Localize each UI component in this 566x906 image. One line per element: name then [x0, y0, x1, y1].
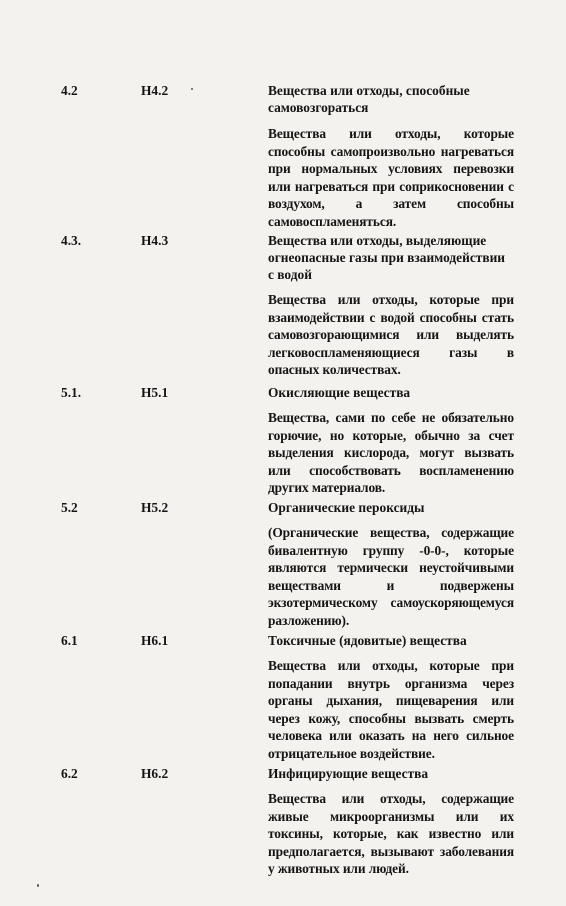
hazard-code: H4.2	[141, 83, 169, 98]
class-number: 5.1.	[61, 385, 82, 400]
class-number: 6.1	[61, 633, 78, 648]
class-number: 4.2	[61, 83, 78, 98]
hazard-code: H6.1	[141, 633, 169, 648]
hazard-title: Инфицирующие вещества	[268, 766, 429, 781]
hazard-description: Вещества или отходы, которые при попадании внутрь организма через органы дыхания, пищеварения или через кожу, способны вызвать смерть человека или оказать на него сильное отрицательное воздействие.	[268, 658, 514, 761]
hazard-code: H5.2	[141, 500, 169, 515]
hazard-description: Вещества или отходы, которые способны самопроизвольно нагреваться при нормальных условиях перевозки или нагреваться при соприкосновении с воздухом, а затем способны самовоспламеняться.	[268, 126, 514, 229]
hazard-code: H5.1	[141, 385, 169, 400]
scan-speck	[191, 88, 193, 90]
hazard-title: Органические пероксиды	[268, 500, 425, 515]
class-number: 5.2	[61, 500, 78, 515]
hazard-description: Вещества или отходы, которые при взаимодействии с водой способны стать самовозгорающимися или выделять легковоспламеняющиеся газы в опасных количествах.	[268, 292, 514, 378]
hazard-title: Окисляющие вещества	[268, 385, 411, 400]
hazard-title: Токсичные (ядовитые) вещества	[268, 633, 467, 648]
hazard-description: Вещества, сами по себе не обязательно горючие, но которые, обычно за счет выделения кислорода, могут вызвать или способствовать воспламенению других материалов.	[268, 410, 514, 496]
class-number: 4.3.	[61, 233, 82, 248]
hazard-title: Вещества или отходы, выделяющие огнеопасные газы при взаимодействии с водой	[268, 233, 506, 282]
hazard-title: Вещества или отходы, способные самовозгораться	[268, 83, 470, 115]
hazard-description: (Органические вещества, содержащие бивалентную группу -0-0-, которые являются термически неустойчивыми веществами и подвержены экзотермическому самоускоряющемуся разложению).	[268, 525, 514, 628]
class-number: 6.2	[61, 766, 78, 781]
scan-speck	[37, 884, 39, 887]
hazard-description: Вещества или отходы, содержащие живые микроорганизмы или их токсины, которые, как известно или предполагается, вызывают заболевания у животных или людей.	[268, 791, 514, 877]
hazard-code: H6.2	[141, 766, 169, 781]
hazard-code: H4.3	[141, 233, 169, 248]
